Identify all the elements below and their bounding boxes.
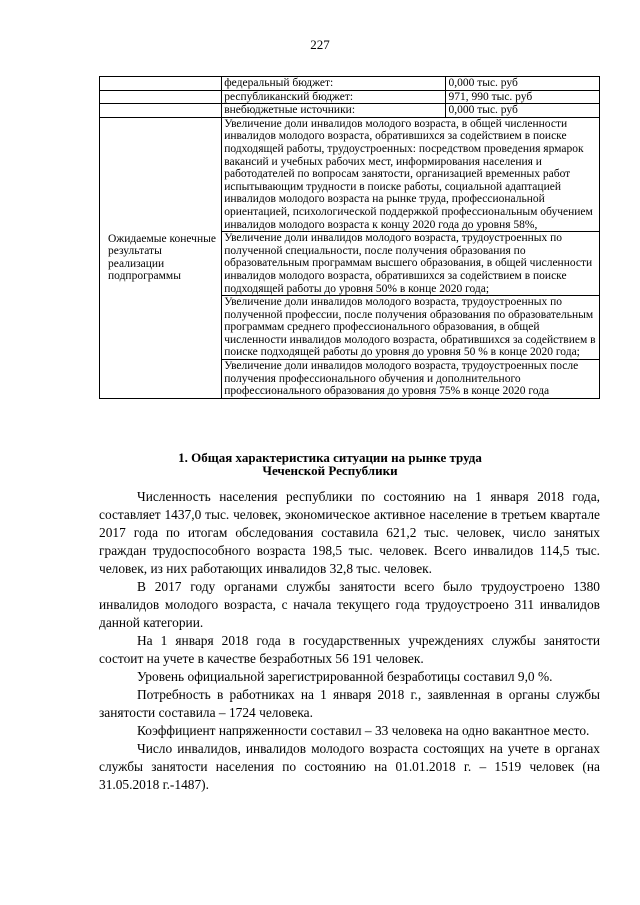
- funding-value: 971, 990 тыс. руб: [446, 90, 600, 104]
- paragraph: Потребность в работниках на 1 января 2018 г., заявленная в органы службы занятости составила – 1724 человека.: [99, 687, 600, 720]
- paragraph: Уровень официальной зарегистрированной безработицы составил 9,0 %.: [137, 669, 553, 684]
- expected-result-item: Увеличение доли инвалидов молодого возраста, трудоустроенных по полученной специальности, после получения образования по образовательным программам высшего образования, в общей численности инвалидов молодого возраста, обратившихся за содействием в поиске подходящей работы до уровня 50% в конце 2020 года;: [222, 232, 600, 296]
- expected-result-item: Увеличение доли инвалидов молодого возраста, трудоустроенных после получения профессионального обучения и дополнительного профессионального образования до уровня 75% в конце 2020 года: [222, 360, 600, 399]
- funding-row-extrabudget: [100, 104, 600, 118]
- funding-label: федеральный бюджет:: [222, 77, 446, 91]
- expected-result-item: Увеличение доли инвалидов молодого возраста, трудоустроенных по полученной профессии, после получения образования по образовательным программам среднего профессионального образования, в общей численности инвалидов молодого возраста, обратившихся за содействием в поиске подходящей работы до уровня до уровня 50 % в конце 2020 года;: [222, 296, 600, 360]
- funding-row-republic: [100, 90, 600, 104]
- section-body: [99, 488, 600, 794]
- page-number: 227: [310, 37, 330, 52]
- paragraph: В 2017 году органами службы занятости всего было трудоустроено 1380 инвалидов молодого возраста, с начала текущего года трудоустроено 311 инвалидов данной категории.: [99, 579, 600, 630]
- funding-row-federal: [100, 77, 600, 91]
- paragraph: Численность населения республики по состоянию на 1 января 2018 года, составляет 1437,0 тыс. человек, экономическое активное население в третьем квартале 2017 года по итогам обследования составила 621,2 тыс. человек, число занятых граждан трудоспособного возраста 198,5 тыс. человек. Всего инвалидов 114,5 тыс. человек, из них работающих инвалидов 32,8 тыс. человек.: [99, 489, 600, 576]
- empty-cell: [100, 104, 222, 118]
- paragraph: Число инвалидов, инвалидов молодого возраста состоящих на учете в органах службы занятости населения по состоянию на 01.01.2018 г. – 1519 человек (на 31.05.2018 г.-1487).: [99, 741, 600, 792]
- paragraph: На 1 января 2018 года в государственных учреждениях службы занятости состоит на учете в качестве безработных 56 191 человек.: [99, 633, 600, 666]
- expected-result-item: Увеличение доли инвалидов молодого возраста, в общей численности инвалидов молодого возраста, обратившихся за содействием в поиске подходящей работы, трудоустроенных: посредством проведения ярмарок вакансий и учебных рабочих мест, информирования населения и работодателей по вопросам занятости, организацией временных работ испытывающим трудности в поиске работы, социальной адаптацией инвалидов молодого возраста на рынке труда, профессиональной ориентацией, психологической поддержкой профессиональным обучением инвалидов молодого возраста к концу 2020 года до уровня 58%,: [222, 117, 600, 231]
- funding-label: республиканский бюджет:: [222, 90, 446, 104]
- funding-label: внебюджетные источники:: [222, 104, 446, 118]
- funding-value: 0,000 тыс. руб: [446, 77, 600, 91]
- program-table: [99, 76, 600, 399]
- section-title: [60, 451, 600, 477]
- empty-cell: [100, 90, 222, 104]
- section-title-line: Чеченской Республики: [262, 463, 398, 478]
- funding-value: 0,000 тыс. руб: [446, 104, 600, 118]
- expected-results-label: Ожидаемые конечные результаты реализации подпрограммы: [100, 117, 222, 398]
- empty-cell: [100, 77, 222, 91]
- expected-result-row: [100, 117, 600, 231]
- paragraph: Коэффициент напряженности составил – 33 человека на одно вакантное место.: [137, 723, 590, 738]
- section-title-line: 1. Общая характеристика ситуации на рынке труда: [178, 450, 482, 465]
